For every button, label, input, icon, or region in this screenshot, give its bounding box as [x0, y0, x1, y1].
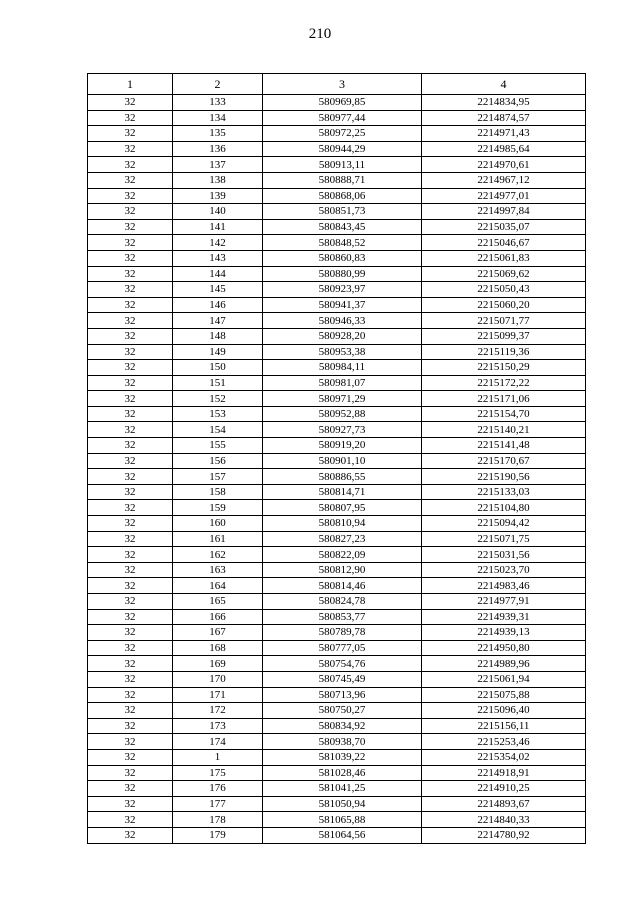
- zone-cell: 32: [88, 718, 173, 734]
- table-row: [88, 796, 586, 812]
- table-row: [88, 640, 586, 656]
- x-coordinate-cell: 581050,94: [263, 796, 422, 812]
- page-number: 210: [308, 26, 332, 42]
- table-row: [88, 547, 586, 563]
- point-number-cell: 157: [173, 469, 263, 485]
- zone-cell: 32: [88, 640, 173, 656]
- x-coordinate-cell: 580953,38: [263, 344, 422, 360]
- x-coordinate-cell: 580789,78: [263, 625, 422, 641]
- table-row: [88, 375, 586, 391]
- x-coordinate-cell: 580812,90: [263, 562, 422, 578]
- zone-cell: 32: [88, 484, 173, 500]
- point-number-cell: 165: [173, 594, 263, 610]
- zone-cell: 32: [88, 625, 173, 641]
- zone-cell: 32: [88, 110, 173, 126]
- table-row: [88, 562, 586, 578]
- x-coordinate-cell: 581039,22: [263, 749, 422, 765]
- y-coordinate-cell: 2214874,57: [422, 110, 586, 126]
- table-row: [88, 344, 586, 360]
- table-row: [88, 609, 586, 625]
- point-number-cell: 143: [173, 250, 263, 266]
- y-coordinate-cell: 2215354,02: [422, 749, 586, 765]
- x-coordinate-cell: 580913,11: [263, 157, 422, 173]
- point-number-cell: 158: [173, 484, 263, 500]
- table-row: [88, 141, 586, 157]
- table-row: [88, 781, 586, 797]
- point-number-cell: 153: [173, 406, 263, 422]
- point-number-cell: 133: [173, 95, 263, 111]
- x-coordinate-cell: 580834,92: [263, 718, 422, 734]
- zone-cell: 32: [88, 500, 173, 516]
- y-coordinate-cell: 2215096,40: [422, 703, 586, 719]
- y-coordinate-cell: 2214977,01: [422, 188, 586, 204]
- table-row: [88, 531, 586, 547]
- point-number-cell: 178: [173, 812, 263, 828]
- table-row: [88, 718, 586, 734]
- table-row: [88, 204, 586, 220]
- table-row: [88, 625, 586, 641]
- table-row: [88, 578, 586, 594]
- zone-cell: 32: [88, 687, 173, 703]
- x-coordinate-cell: 580928,20: [263, 328, 422, 344]
- y-coordinate-cell: 2214977,91: [422, 594, 586, 610]
- table-row: [88, 516, 586, 532]
- x-coordinate-cell: 580853,77: [263, 609, 422, 625]
- x-coordinate-cell: 580923,97: [263, 282, 422, 298]
- table-row: [88, 656, 586, 672]
- zone-cell: 32: [88, 656, 173, 672]
- table-row: [88, 219, 586, 235]
- table-row: [88, 360, 586, 376]
- x-coordinate-cell: 580946,33: [263, 313, 422, 329]
- point-number-cell: 171: [173, 687, 263, 703]
- y-coordinate-cell: 2214834,95: [422, 95, 586, 111]
- x-coordinate-cell: 580880,99: [263, 266, 422, 282]
- y-coordinate-cell: 2214985,64: [422, 141, 586, 157]
- zone-cell: 32: [88, 765, 173, 781]
- y-coordinate-cell: 2215061,83: [422, 250, 586, 266]
- point-number-cell: 154: [173, 422, 263, 438]
- zone-cell: 32: [88, 406, 173, 422]
- zone-cell: 32: [88, 547, 173, 563]
- zone-cell: 32: [88, 157, 173, 173]
- zone-cell: 32: [88, 126, 173, 142]
- x-coordinate-cell: 580952,88: [263, 406, 422, 422]
- zone-cell: 32: [88, 360, 173, 376]
- point-number-cell: 162: [173, 547, 263, 563]
- zone-cell: 32: [88, 375, 173, 391]
- point-number-cell: 139: [173, 188, 263, 204]
- zone-cell: 32: [88, 422, 173, 438]
- y-coordinate-cell: 2215094,42: [422, 516, 586, 532]
- table-row: [88, 188, 586, 204]
- y-coordinate-cell: 2215154,70: [422, 406, 586, 422]
- point-number-cell: 148: [173, 328, 263, 344]
- zone-cell: 32: [88, 796, 173, 812]
- zone-cell: 32: [88, 827, 173, 843]
- table-row: [88, 406, 586, 422]
- zone-cell: 32: [88, 250, 173, 266]
- y-coordinate-cell: 2215133,03: [422, 484, 586, 500]
- y-coordinate-cell: 2215050,43: [422, 282, 586, 298]
- y-coordinate-cell: 2215253,46: [422, 734, 586, 750]
- x-coordinate-cell: 580848,52: [263, 235, 422, 251]
- point-number-cell: 149: [173, 344, 263, 360]
- x-coordinate-cell: 580941,37: [263, 297, 422, 313]
- point-number-cell: 169: [173, 656, 263, 672]
- y-coordinate-cell: 2214967,12: [422, 172, 586, 188]
- table-row: [88, 827, 586, 843]
- y-coordinate-cell: 2215171,06: [422, 391, 586, 407]
- table-row: [88, 282, 586, 298]
- y-coordinate-cell: 2215119,36: [422, 344, 586, 360]
- x-coordinate-cell: 580868,06: [263, 188, 422, 204]
- zone-cell: 32: [88, 609, 173, 625]
- x-coordinate-cell: 580919,20: [263, 438, 422, 454]
- y-coordinate-cell: 2215156,11: [422, 718, 586, 734]
- y-coordinate-cell: 2214939,31: [422, 609, 586, 625]
- y-coordinate-cell: 2215140,21: [422, 422, 586, 438]
- zone-cell: 32: [88, 812, 173, 828]
- point-number-cell: 147: [173, 313, 263, 329]
- table-row: [88, 765, 586, 781]
- zone-cell: 32: [88, 734, 173, 750]
- y-coordinate-cell: 2215104,80: [422, 500, 586, 516]
- table-row: [88, 157, 586, 173]
- table-row: [88, 687, 586, 703]
- x-coordinate-cell: 580969,85: [263, 95, 422, 111]
- table-row: [88, 422, 586, 438]
- y-coordinate-cell: 2214939,13: [422, 625, 586, 641]
- y-coordinate-cell: 2214918,91: [422, 765, 586, 781]
- zone-cell: 32: [88, 282, 173, 298]
- zone-cell: 32: [88, 578, 173, 594]
- point-number-cell: 179: [173, 827, 263, 843]
- table-row: [88, 453, 586, 469]
- y-coordinate-cell: 2215046,67: [422, 235, 586, 251]
- point-number-cell: 138: [173, 172, 263, 188]
- y-coordinate-cell: 2215075,88: [422, 687, 586, 703]
- x-coordinate-cell: 580754,76: [263, 656, 422, 672]
- point-number-cell: 156: [173, 453, 263, 469]
- y-coordinate-cell: 2214780,92: [422, 827, 586, 843]
- zone-cell: 32: [88, 703, 173, 719]
- table-row: [88, 313, 586, 329]
- header-col-2: 2: [173, 74, 263, 95]
- point-number-cell: 151: [173, 375, 263, 391]
- zone-cell: 32: [88, 297, 173, 313]
- table-row: [88, 110, 586, 126]
- x-coordinate-cell: 580814,46: [263, 578, 422, 594]
- y-coordinate-cell: 2214910,25: [422, 781, 586, 797]
- x-coordinate-cell: 580938,70: [263, 734, 422, 750]
- x-coordinate-cell: 580972,25: [263, 126, 422, 142]
- zone-cell: 32: [88, 749, 173, 765]
- y-coordinate-cell: 2214840,33: [422, 812, 586, 828]
- point-number-cell: 140: [173, 204, 263, 220]
- point-number-cell: 141: [173, 219, 263, 235]
- y-coordinate-cell: 2214893,67: [422, 796, 586, 812]
- point-number-cell: 145: [173, 282, 263, 298]
- table-row: [88, 126, 586, 142]
- table-row: [88, 95, 586, 111]
- y-coordinate-cell: 2215071,77: [422, 313, 586, 329]
- y-coordinate-cell: 2215190,56: [422, 469, 586, 485]
- x-coordinate-cell: 580927,73: [263, 422, 422, 438]
- y-coordinate-cell: 2215141,48: [422, 438, 586, 454]
- table-row: [88, 594, 586, 610]
- point-number-cell: 152: [173, 391, 263, 407]
- table-body: [88, 95, 586, 844]
- zone-cell: 32: [88, 531, 173, 547]
- x-coordinate-cell: 580984,11: [263, 360, 422, 376]
- point-number-cell: 136: [173, 141, 263, 157]
- point-number-cell: 176: [173, 781, 263, 797]
- zone-cell: 32: [88, 219, 173, 235]
- x-coordinate-cell: 580888,71: [263, 172, 422, 188]
- x-coordinate-cell: 580843,45: [263, 219, 422, 235]
- y-coordinate-cell: 2214950,80: [422, 640, 586, 656]
- point-number-cell: 161: [173, 531, 263, 547]
- zone-cell: 32: [88, 344, 173, 360]
- point-number-cell: 175: [173, 765, 263, 781]
- point-number-cell: 159: [173, 500, 263, 516]
- point-number-cell: 168: [173, 640, 263, 656]
- point-number-cell: 160: [173, 516, 263, 532]
- x-coordinate-cell: 580901,10: [263, 453, 422, 469]
- point-number-cell: 177: [173, 796, 263, 812]
- point-number-cell: 146: [173, 297, 263, 313]
- y-coordinate-cell: 2215069,62: [422, 266, 586, 282]
- table-row: [88, 703, 586, 719]
- x-coordinate-cell: 580851,73: [263, 204, 422, 220]
- zone-cell: 32: [88, 469, 173, 485]
- table-row: [88, 469, 586, 485]
- table-row: [88, 484, 586, 500]
- x-coordinate-cell: 581041,25: [263, 781, 422, 797]
- zone-cell: 32: [88, 516, 173, 532]
- zone-cell: 32: [88, 266, 173, 282]
- x-coordinate-cell: 580886,55: [263, 469, 422, 485]
- point-number-cell: 135: [173, 126, 263, 142]
- zone-cell: 32: [88, 562, 173, 578]
- x-coordinate-cell: 580824,78: [263, 594, 422, 610]
- table-header-row: [88, 74, 586, 95]
- table-row: [88, 391, 586, 407]
- x-coordinate-cell: 580971,29: [263, 391, 422, 407]
- zone-cell: 32: [88, 235, 173, 251]
- zone-cell: 32: [88, 204, 173, 220]
- x-coordinate-cell: 581064,56: [263, 827, 422, 843]
- y-coordinate-cell: 2215099,37: [422, 328, 586, 344]
- point-number-cell: 137: [173, 157, 263, 173]
- x-coordinate-cell: 580981,07: [263, 375, 422, 391]
- point-number-cell: 1: [173, 749, 263, 765]
- zone-cell: 32: [88, 781, 173, 797]
- point-number-cell: 174: [173, 734, 263, 750]
- table-row: [88, 749, 586, 765]
- zone-cell: 32: [88, 172, 173, 188]
- table-row: [88, 734, 586, 750]
- zone-cell: 32: [88, 671, 173, 687]
- zone-cell: 32: [88, 453, 173, 469]
- zone-cell: 32: [88, 141, 173, 157]
- point-number-cell: 155: [173, 438, 263, 454]
- y-coordinate-cell: 2215150,29: [422, 360, 586, 376]
- point-number-cell: 134: [173, 110, 263, 126]
- y-coordinate-cell: 2215031,56: [422, 547, 586, 563]
- x-coordinate-cell: 580810,94: [263, 516, 422, 532]
- header-col-4: 4: [422, 74, 586, 95]
- y-coordinate-cell: 2215061,94: [422, 671, 586, 687]
- table-row: [88, 297, 586, 313]
- x-coordinate-cell: 581065,88: [263, 812, 422, 828]
- table-row: [88, 812, 586, 828]
- x-coordinate-cell: 581028,46: [263, 765, 422, 781]
- x-coordinate-cell: 580944,29: [263, 141, 422, 157]
- y-coordinate-cell: 2215035,07: [422, 219, 586, 235]
- x-coordinate-cell: 580822,09: [263, 547, 422, 563]
- y-coordinate-cell: 2214983,46: [422, 578, 586, 594]
- x-coordinate-cell: 580807,95: [263, 500, 422, 516]
- table-row: [88, 250, 586, 266]
- y-coordinate-cell: 2215060,20: [422, 297, 586, 313]
- x-coordinate-cell: 580814,71: [263, 484, 422, 500]
- zone-cell: 32: [88, 391, 173, 407]
- table-row: [88, 172, 586, 188]
- table-row: [88, 438, 586, 454]
- x-coordinate-cell: 580745,49: [263, 671, 422, 687]
- y-coordinate-cell: 2215170,67: [422, 453, 586, 469]
- zone-cell: 32: [88, 313, 173, 329]
- zone-cell: 32: [88, 438, 173, 454]
- point-number-cell: 170: [173, 671, 263, 687]
- x-coordinate-cell: 580827,23: [263, 531, 422, 547]
- zone-cell: 32: [88, 594, 173, 610]
- x-coordinate-cell: 580977,44: [263, 110, 422, 126]
- point-number-cell: 173: [173, 718, 263, 734]
- point-number-cell: 150: [173, 360, 263, 376]
- y-coordinate-cell: 2214971,43: [422, 126, 586, 142]
- zone-cell: 32: [88, 95, 173, 111]
- y-coordinate-cell: 2214989,96: [422, 656, 586, 672]
- x-coordinate-cell: 580860,83: [263, 250, 422, 266]
- y-coordinate-cell: 2214970,61: [422, 157, 586, 173]
- point-number-cell: 142: [173, 235, 263, 251]
- x-coordinate-cell: 580777,05: [263, 640, 422, 656]
- zone-cell: 32: [88, 188, 173, 204]
- header-col-1: 1: [88, 74, 173, 95]
- table-row: [88, 500, 586, 516]
- x-coordinate-cell: 580750,27: [263, 703, 422, 719]
- zone-cell: 32: [88, 328, 173, 344]
- point-number-cell: 163: [173, 562, 263, 578]
- x-coordinate-cell: 580713,96: [263, 687, 422, 703]
- table-row: [88, 266, 586, 282]
- y-coordinate-cell: 2215023,70: [422, 562, 586, 578]
- y-coordinate-cell: 2215071,75: [422, 531, 586, 547]
- point-number-cell: 164: [173, 578, 263, 594]
- table-row: [88, 328, 586, 344]
- table-row: [88, 671, 586, 687]
- point-number-cell: 167: [173, 625, 263, 641]
- point-number-cell: 144: [173, 266, 263, 282]
- point-number-cell: 166: [173, 609, 263, 625]
- table-row: [88, 235, 586, 251]
- y-coordinate-cell: 2215172,22: [422, 375, 586, 391]
- y-coordinate-cell: 2214997,84: [422, 204, 586, 220]
- header-col-3: 3: [263, 74, 422, 95]
- coordinates-table: [87, 73, 586, 844]
- point-number-cell: 172: [173, 703, 263, 719]
